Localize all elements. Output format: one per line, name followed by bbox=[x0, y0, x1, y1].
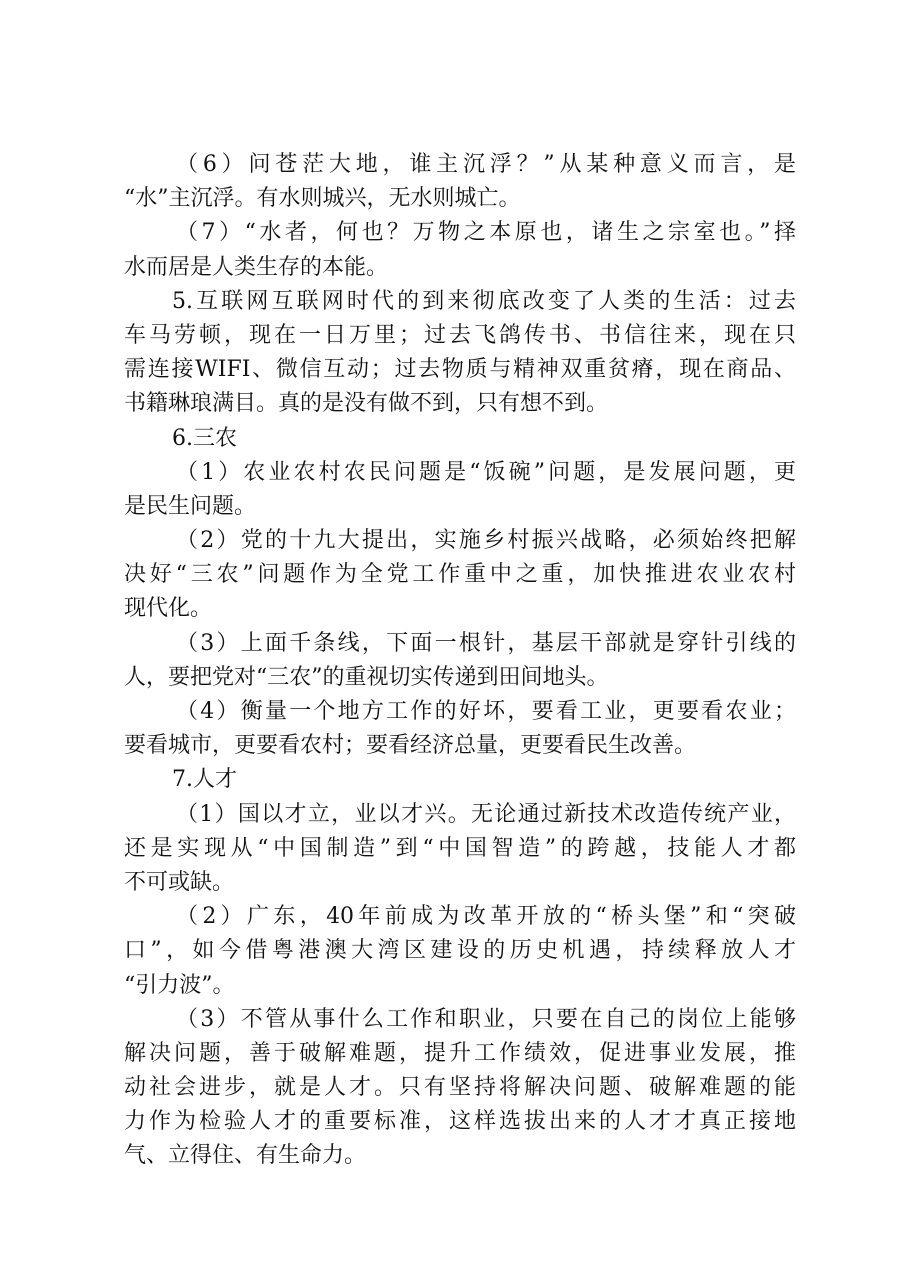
text-line: （3）不管从事什么工作和职业，只要在自己的岗位上能够 bbox=[176, 1006, 796, 1032]
text-line: 是民生问题。 bbox=[124, 493, 257, 519]
text-line: （2）党的十九大提出，实施乡村振兴战略，必须始终把解 bbox=[176, 528, 796, 554]
text-line: 现代化。 bbox=[124, 596, 213, 622]
text-line: “水”主沉浮。有水则城兴，无水则城亡。 bbox=[124, 186, 521, 212]
section-line: 5.互联网互联网时代的到来彻底改变了人类的生活：过去 bbox=[172, 288, 796, 314]
text-line: 解决问题，善于破解难题，提升工作绩效，促进事业发展，推 bbox=[124, 1040, 796, 1066]
text-line: 力作为检验人才的重要标准，这样选拔出来的人才才真正接地 bbox=[124, 1109, 796, 1135]
text-line: 决好“三农”问题作为全党工作重中之重，加快推进农业农村 bbox=[124, 562, 796, 588]
text-line: 书籍琳琅满目。真的是没有做不到，只有想不到。 bbox=[124, 391, 609, 417]
text-line: “引力波”。 bbox=[124, 972, 235, 998]
section-heading: 6.三农 bbox=[172, 425, 237, 451]
text-line: 要看城市，更要看农村；要看经济总量，更要看民生改善。 bbox=[124, 733, 697, 759]
text-line: （6）问苍茫大地，谁主沉浮？”从某种意义而言，是 bbox=[176, 152, 796, 177]
text-line: 需连接WIFI、微信互动；过去物质与精神双重贫瘠，现在商品、 bbox=[124, 357, 796, 383]
document-body bbox=[124, 148, 796, 1174]
text-line: （1）农业农村农民问题是“饭碗”问题，是发展问题，更 bbox=[176, 459, 796, 485]
text-line: （2）广东，40年前成为改革开放的“桥头堡”和“突破 bbox=[176, 904, 796, 930]
text-line: 动社会进步，就是人才。只有坚持将解决问题、破解难题的能 bbox=[124, 1075, 796, 1101]
section-heading: 7.人才 bbox=[172, 767, 237, 793]
text-line: （3）上面千条线，下面一根针，基层干部就是穿针引线的 bbox=[176, 630, 796, 656]
text-line: 车马劳顿，现在一日万里；过去飞鸽传书、书信往来，现在只 bbox=[124, 322, 796, 348]
text-line: 不可或缺。 bbox=[124, 869, 235, 895]
text-line: （4）衡量一个地方工作的好坏，要看工业，更要看农业； bbox=[176, 699, 796, 724]
text-line: （1）国以才立，业以才兴。无论通过新技术改造传统产业， bbox=[176, 801, 796, 827]
text-line: 气、立得住、有生命力。 bbox=[124, 1143, 367, 1169]
text-line: （7）“水者，何也？万物之本原也，诸生之宗室也。”择 bbox=[176, 220, 796, 246]
text-line: 还是实现从“中国制造”到“中国智造”的跨越，技能人才都 bbox=[124, 835, 796, 861]
text-line: 水而居是人类生存的本能。 bbox=[124, 254, 389, 280]
text-line: 人，要把党对“三农”的重视切实传递到田间地头。 bbox=[124, 664, 609, 690]
text-line: 口”，如今借粤港澳大湾区建设的历史机遇，持续释放人才 bbox=[124, 938, 796, 964]
